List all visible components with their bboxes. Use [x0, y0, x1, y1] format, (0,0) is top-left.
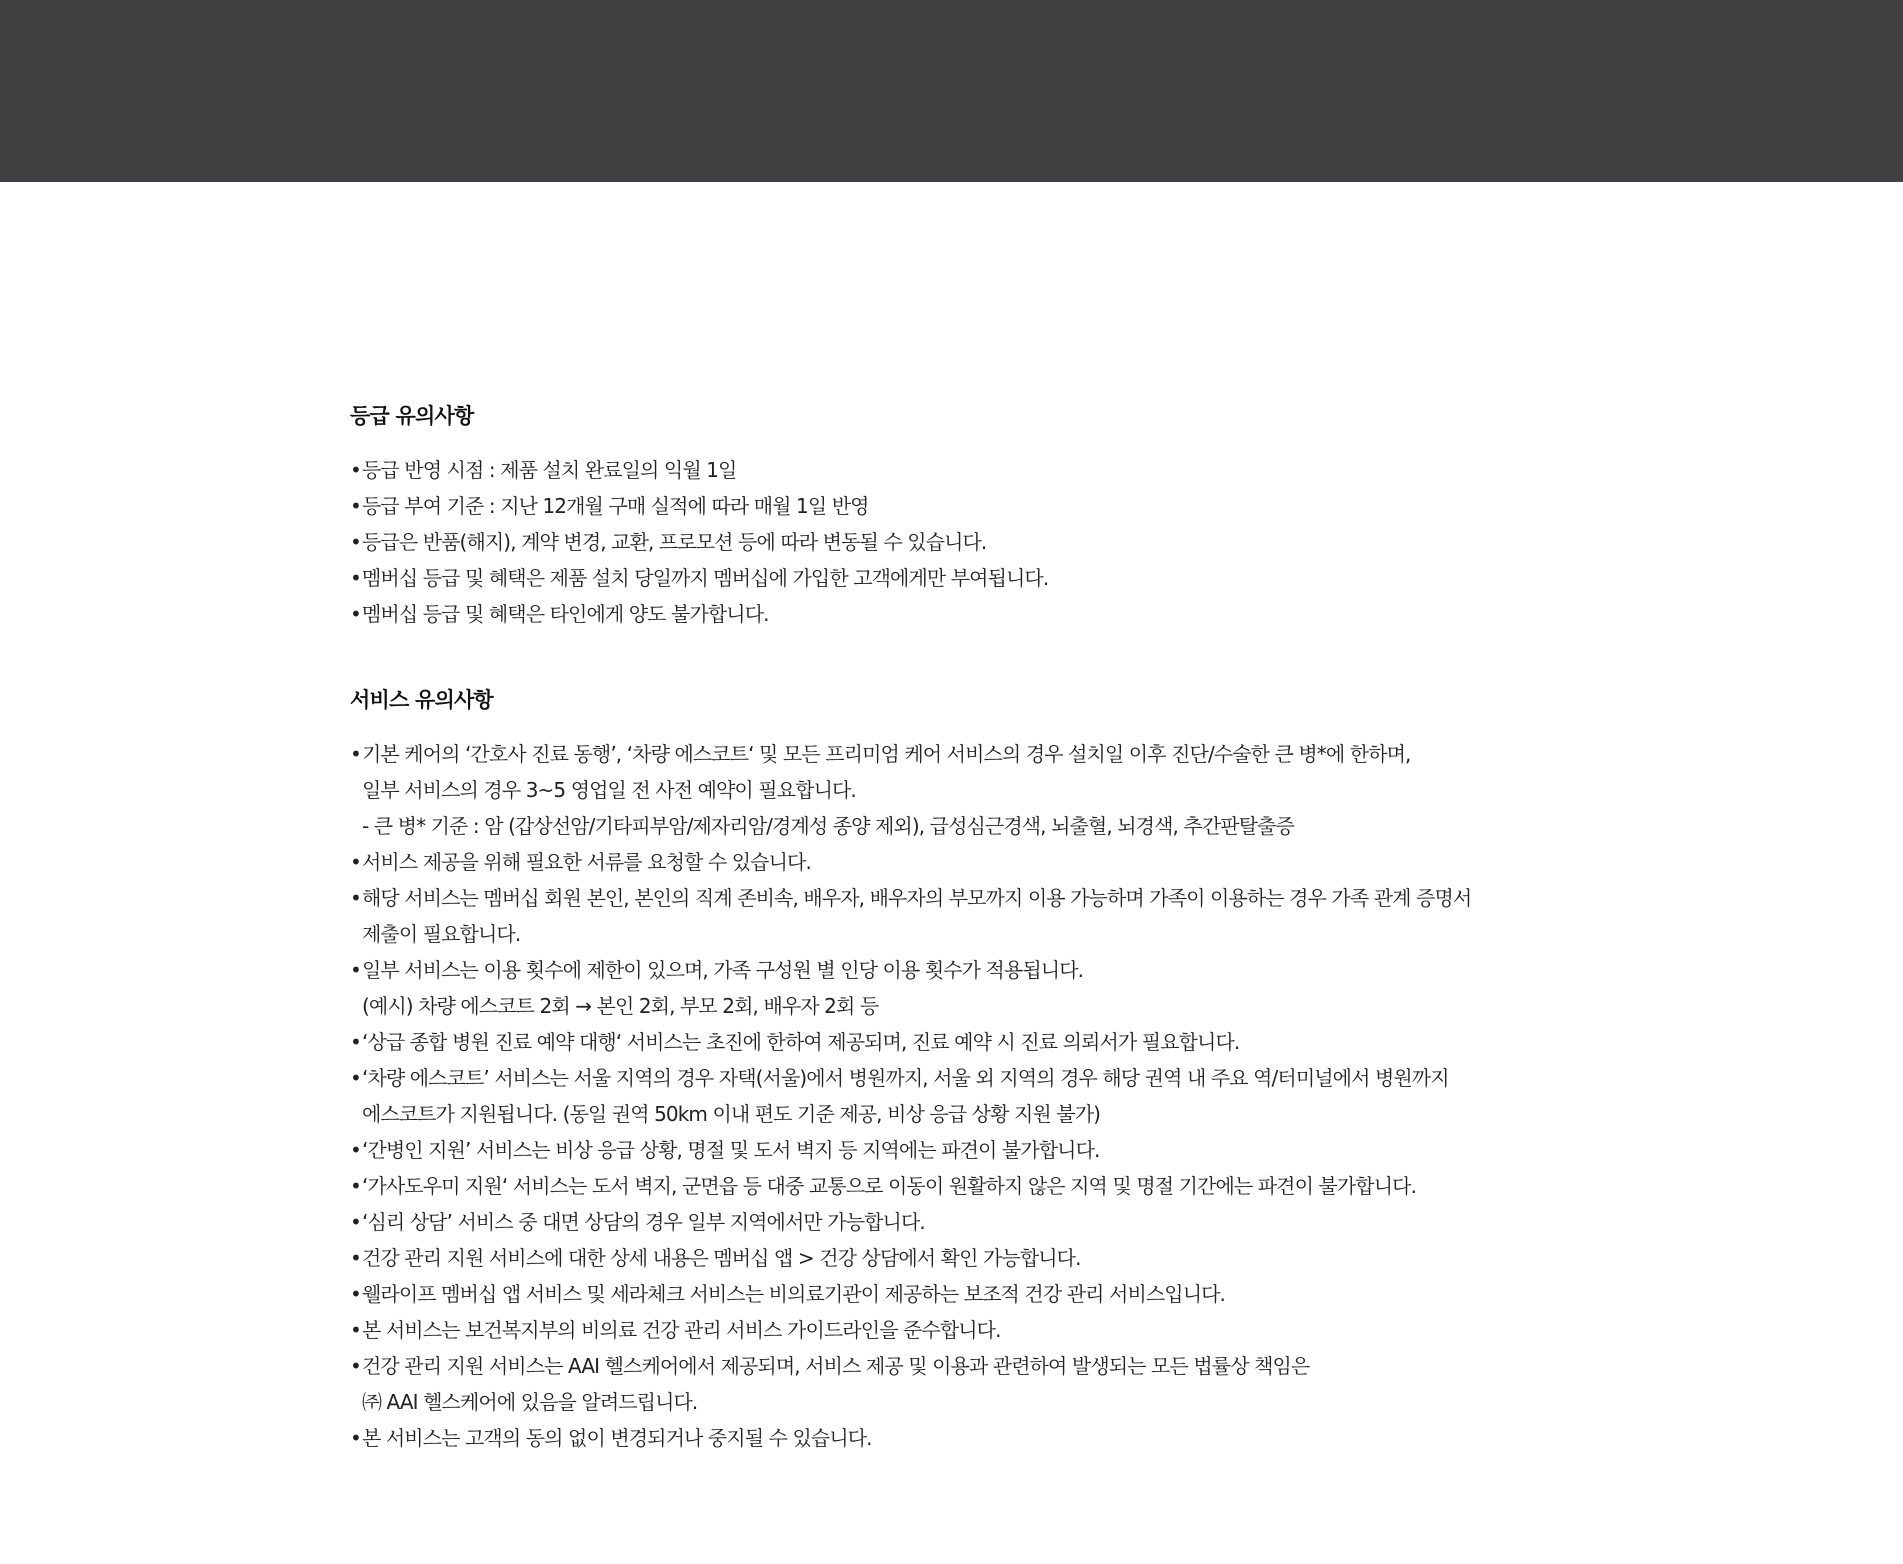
- bullet-icon: •: [350, 566, 361, 590]
- grade-notice-title: 등급 유의사항: [350, 404, 474, 428]
- notice-text: ‘차량 에스코트’ 서비스는 서울 지역의 경우 자택(서울)에서 병원까지, 서울 외 지역의 경우 해당 권역 내 주요 역/터미널에서 병원까지: [362, 1066, 1449, 1090]
- notice-item: [350, 596, 1650, 632]
- notice-text: 웰라이프 멤버십 앱 서비스 및 세라체크 서비스는 비의료기관이 제공하는 보조적 건강 관리 서비스입니다.: [362, 1282, 1226, 1306]
- bullet-icon: •: [350, 1066, 361, 1090]
- bullet-icon: •: [350, 1426, 361, 1450]
- notice-item: [350, 1060, 1650, 1132]
- notice-item: [350, 1276, 1650, 1312]
- notice-item: [350, 1168, 1650, 1204]
- bullet-icon: •: [350, 602, 361, 626]
- notice-text: 등급은 반품(해지), 계약 변경, 교환, 프로모션 등에 따라 변동될 수 있습니다.: [362, 530, 987, 554]
- notice-continuation-text: (예시) 차량 에스코트 2회 → 본인 2회, 부모 2회, 배우자 2회 등: [362, 994, 879, 1018]
- notice-item: [350, 452, 1650, 488]
- section-spacer: [350, 632, 1650, 682]
- notice-item: [350, 524, 1650, 560]
- notice-item: [350, 560, 1650, 596]
- bullet-icon: •: [350, 850, 361, 874]
- notice-item: [350, 736, 1650, 844]
- notice-continuation-text: 에스코트가 지원됩니다. (동일 권역 50km 이내 편도 기준 제공, 비상 응급 상황 지원 불가): [362, 1102, 1101, 1126]
- notice-item: [350, 1348, 1650, 1420]
- notice-item: [350, 844, 1650, 880]
- notice-text: 본 서비스는 고객의 동의 없이 변경되거나 중지될 수 있습니다.: [362, 1426, 872, 1450]
- notice-text: 본 서비스는 보건복지부의 비의료 건강 관리 서비스 가이드라인을 준수합니다.: [362, 1318, 1001, 1342]
- notice-item: [350, 880, 1650, 952]
- service-notice-title: 서비스 유의사항: [350, 688, 493, 712]
- bullet-icon: •: [350, 530, 361, 554]
- notice-text: 등급 부여 기준 : 지난 12개월 구매 실적에 따라 매월 1일 반영: [362, 494, 869, 518]
- notice-item: [350, 952, 1650, 1024]
- notice-item: [350, 1240, 1650, 1276]
- notice-text: 건강 관리 지원 서비스는 AAI 헬스케어에서 제공되며, 서비스 제공 및 이용과 관련하여 발생되는 모든 법률상 책임은: [362, 1354, 1310, 1378]
- notice-text: 서비스 제공을 위해 필요한 서류를 요청할 수 있습니다.: [362, 850, 811, 874]
- bullet-icon: •: [350, 1138, 361, 1162]
- notice-text: 멤버십 등급 및 혜택은 제품 설치 당일까지 멤버십에 가입한 고객에게만 부여됩니다.: [362, 566, 1049, 590]
- bullet-icon: •: [350, 958, 361, 982]
- service-notice-list: [350, 736, 1650, 1456]
- notice-text: 기본 케어의 ‘간호사 진료 동행’, ‘차량 에스코트‘ 및 모든 프리미엄 케어 서비스의 경우 설치일 이후 진단/수술한 큰 병*에 한하며,: [362, 742, 1411, 766]
- bullet-icon: •: [350, 494, 361, 518]
- bullet-icon: •: [350, 742, 361, 766]
- header-bar: [0, 0, 1903, 182]
- notice-text: 일부 서비스는 이용 횟수에 제한이 있으며, 가족 구성원 별 인당 이용 횟수가 적용됩니다.: [362, 958, 1084, 982]
- notice-item: [350, 1204, 1650, 1240]
- bullet-icon: •: [350, 1318, 361, 1342]
- bullet-icon: •: [350, 1210, 361, 1234]
- bullet-icon: •: [350, 1282, 361, 1306]
- notice-content: [350, 398, 1650, 1456]
- notice-text: ‘심리 상담’ 서비스 중 대면 상담의 경우 일부 지역에서만 가능합니다.: [362, 1210, 925, 1234]
- notice-item: [350, 1312, 1650, 1348]
- bullet-icon: •: [350, 458, 361, 482]
- notice-item: [350, 1132, 1650, 1168]
- notice-text: ‘상급 종합 병원 진료 예약 대행‘ 서비스는 초진에 한하여 제공되며, 진료 예약 시 진료 의뢰서가 필요합니다.: [362, 1030, 1240, 1054]
- bullet-icon: •: [350, 1246, 361, 1270]
- notice-text: 멤버십 등급 및 혜택은 타인에게 양도 불가합니다.: [362, 602, 769, 626]
- notice-text: ‘가사도우미 지원‘ 서비스는 도서 벽지, 군면읍 등 대중 교통으로 이동이 원활하지 않은 지역 및 명절 기간에는 파견이 불가합니다.: [362, 1174, 1417, 1198]
- notice-item: [350, 1024, 1650, 1060]
- notice-continuation-text: ㈜ AAI 헬스케어에 있음을 알려드립니다.: [362, 1390, 698, 1414]
- grade-notice-list: [350, 452, 1650, 632]
- bullet-icon: •: [350, 1030, 361, 1054]
- notice-continuation-text: 일부 서비스의 경우 3~5 영업일 전 사전 예약이 필요합니다.: [362, 778, 856, 802]
- bullet-icon: •: [350, 1354, 361, 1378]
- notice-continuation-text: - 큰 병* 기준 : 암 (갑상선암/기타피부암/제자리암/경계성 종양 제외), 급성심근경색, 뇌출혈, 뇌경색, 추간판탈출증: [362, 814, 1294, 838]
- notice-text: 해당 서비스는 멤버십 회원 본인, 본인의 직계 존비속, 배우자, 배우자의 부모까지 이용 가능하며 가족이 이용하는 경우 가족 관계 증명서: [362, 886, 1472, 910]
- notice-continuation-text: 제출이 필요합니다.: [362, 922, 521, 946]
- bullet-icon: •: [350, 1174, 361, 1198]
- notice-text: 등급 반영 시점 : 제품 설치 완료일의 익월 1일: [362, 458, 737, 482]
- notice-item: [350, 1420, 1650, 1456]
- notice-text: 건강 관리 지원 서비스에 대한 상세 내용은 멤버십 앱 > 건강 상담에서 확인 가능합니다.: [362, 1246, 1081, 1270]
- notice-item: [350, 488, 1650, 524]
- bullet-icon: •: [350, 886, 361, 910]
- notice-text: ‘간병인 지원’ 서비스는 비상 응급 상황, 명절 및 도서 벽지 등 지역에는 파견이 불가합니다.: [362, 1138, 1100, 1162]
